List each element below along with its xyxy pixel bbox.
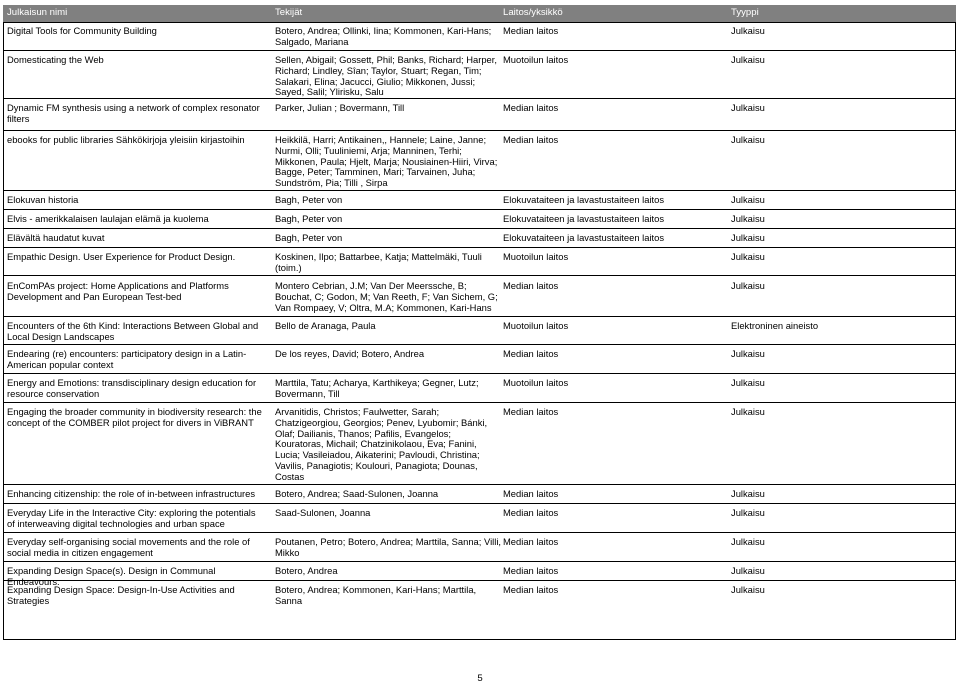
department-cell: Median laitos bbox=[503, 102, 559, 113]
authors-cell: Botero, Andrea; Saad-Sulonen, Joanna bbox=[275, 488, 439, 499]
publication-name: Expanding Design Space: Design-In-Use Activities and Strategies bbox=[7, 584, 235, 606]
type-cell: Julkaisu bbox=[731, 232, 765, 243]
type-cell: Elektroninen aineisto bbox=[731, 320, 819, 331]
department-cell: Median laitos bbox=[503, 507, 559, 518]
row-divider bbox=[3, 373, 956, 374]
department-cell: Median laitos bbox=[503, 348, 559, 359]
type-cell: Julkaisu bbox=[731, 488, 765, 499]
type-cell: Julkaisu bbox=[731, 584, 765, 595]
table-header bbox=[3, 5, 956, 22]
row-divider bbox=[3, 190, 956, 191]
type-cell: Julkaisu bbox=[731, 194, 765, 205]
row-divider bbox=[3, 561, 956, 562]
department-cell: Median laitos bbox=[503, 488, 559, 499]
row-divider bbox=[3, 344, 956, 345]
publication-name: Engaging the broader community in biodiversity research: the concept of the COMBER pilot project for divers in ViBRANT bbox=[7, 406, 262, 428]
department-cell: Elokuvataiteen ja lavastustaiteen laitos bbox=[503, 232, 665, 243]
publication-name: EnComPAs project: Home Applications and Platforms Development and Pan European Test-bed bbox=[7, 280, 229, 302]
publication-name: Energy and Emotions: transdisciplinary design education for resource conservation bbox=[7, 377, 257, 399]
authors-cell: Montero Cebrian, J.M; Van Der Meerssche, B; Bouchat, C; Godon, M; Van Reeth, F; Van Sichem, G; Van Rompaey, V; Oltra, M.A; Kommonen, Kari-Hans bbox=[275, 280, 498, 313]
header-authors: Tekijät bbox=[275, 7, 303, 18]
authors-cell: Heikkilä, Harri; Antikainen,, Hannele; Laine, Janne; Nurmi, Olli; Tuuliniemi, Arja; Manninen, Terhi; Mikkonen, Paula; Hjelt, Marja; Nousiainen-Hiiri, Virva; Bagge, Peter; Tamminen, Mari; Tarvainen, Juha; Sundström, Pia; Tilli , Sirpa bbox=[275, 134, 498, 189]
authors-cell: Bagh, Peter von bbox=[275, 213, 343, 224]
department-cell: Muotoilun laitos bbox=[503, 377, 569, 388]
type-cell: Julkaisu bbox=[731, 102, 765, 113]
type-cell: Julkaisu bbox=[731, 507, 765, 518]
publication-name: Elokuvan historia bbox=[7, 194, 79, 205]
publication-name: Enhancing citizenship: the role of in-between infrastructures bbox=[7, 488, 256, 499]
department-cell: Median laitos bbox=[503, 584, 559, 595]
publication-name: Everyday self-organising social movements and the role of social media in citizen engagement bbox=[7, 536, 250, 558]
authors-cell: Botero, Andrea; Kommonen, Kari-Hans; Marttila, Sanna bbox=[275, 584, 477, 606]
authors-cell: Saad-Sulonen, Joanna bbox=[275, 507, 371, 518]
row-divider bbox=[3, 209, 956, 210]
type-cell: Julkaisu bbox=[731, 377, 765, 388]
row-divider bbox=[3, 532, 956, 533]
publication-name: Elvis - amerikkalaisen laulajan elämä ja kuolema bbox=[7, 213, 209, 224]
authors-cell: Parker, Julian ; Bovermann, Till bbox=[275, 102, 405, 113]
department-cell: Median laitos bbox=[503, 134, 559, 145]
department-cell: Elokuvataiteen ja lavastustaiteen laitos bbox=[503, 213, 665, 224]
department-cell: Elokuvataiteen ja lavastustaiteen laitos bbox=[503, 194, 665, 205]
publication-name: Domesticating the Web bbox=[7, 54, 104, 65]
department-cell: Muotoilun laitos bbox=[503, 320, 569, 331]
department-cell: Median laitos bbox=[503, 406, 559, 417]
page-number: 5 bbox=[477, 673, 483, 684]
authors-cell: Botero, Andrea; Ollinki, Iina; Kommonen, Kari-Hans; Salgado, Mariana bbox=[275, 25, 492, 47]
publication-name: Digital Tools for Community Building bbox=[7, 25, 157, 36]
type-cell: Julkaisu bbox=[731, 280, 765, 291]
publication-name: Dynamic FM synthesis using a network of complex resonator filters bbox=[7, 102, 260, 124]
row-divider bbox=[3, 228, 956, 229]
publication-name: Elävältä haudatut kuvat bbox=[7, 232, 105, 243]
authors-cell: Marttila, Tatu; Acharya, Karthikeya; Gegner, Lutz; Bovermann, Till bbox=[275, 377, 479, 399]
authors-cell: Bagh, Peter von bbox=[275, 232, 343, 243]
type-cell: Julkaisu bbox=[731, 348, 765, 359]
row-divider bbox=[3, 275, 956, 276]
row-divider bbox=[3, 503, 956, 504]
type-cell: Julkaisu bbox=[731, 565, 765, 576]
department-cell: Muotoilun laitos bbox=[503, 54, 569, 65]
publication-name: Empathic Design. User Experience for Product Design. bbox=[7, 251, 236, 262]
publication-name: Encounters of the 6th Kind: Interactions Between Global and Local Design Landscapes bbox=[7, 320, 259, 342]
department-cell: Muotoilun laitos bbox=[503, 251, 569, 262]
authors-cell: Sellen, Abigail; Gossett, Phil; Banks, Richard; Harper, Richard; Lindley, Sîan; Taylor, Stuart; Regan, Tim; Salakari, Elina; Jacucci, Giulio; Mikkonen, Jussi; Sayed, Salil; Ylirisku, Salu bbox=[275, 54, 497, 98]
row-divider bbox=[3, 484, 956, 485]
department-cell: Median laitos bbox=[503, 280, 559, 291]
publication-name: Expanding Design Space(s). Design in Communal Endeavours. bbox=[7, 565, 216, 587]
row-divider bbox=[3, 50, 956, 51]
header-dept: Laitos/yksikkö bbox=[503, 7, 563, 18]
department-cell: Median laitos bbox=[503, 536, 559, 547]
publication-name: Endearing (re) encounters: participatory design in a Latin-American popular context bbox=[7, 348, 247, 370]
type-cell: Julkaisu bbox=[731, 134, 765, 145]
authors-cell: Bello de Aranaga, Paula bbox=[275, 320, 376, 331]
header-name: Julkaisun nimi bbox=[7, 7, 68, 18]
type-cell: Julkaisu bbox=[731, 213, 765, 224]
authors-cell: Arvanitidis, Christos; Faulwetter, Sarah; Chatzigeorgiou, Georgios; Penev, Lyubomir; Bánki, Olaf; Dailianis, Thanos; Pafilis, Evangelos; Kouratoras, Michail; Chatzinikolaou, Eva; Fanini, Lucia; Vasileiadou, Aikaterini; Pavloudi, Christina; Vavilis, Panagiotis; Koulouri, Panagiota; Dounas, Costas bbox=[275, 406, 488, 482]
authors-cell: De los reyes, David; Botero, Andrea bbox=[275, 348, 425, 359]
authors-cell: Botero, Andrea bbox=[275, 565, 338, 576]
publication-name: ebooks for public libraries Sähkökirjoja yleisiin kirjastoihin bbox=[7, 134, 245, 145]
row-divider bbox=[3, 247, 956, 248]
row-divider bbox=[3, 316, 956, 317]
authors-cell: Poutanen, Petro; Botero, Andrea; Marttila, Sanna; Villi, Mikko bbox=[275, 536, 502, 558]
type-cell: Julkaisu bbox=[731, 406, 765, 417]
authors-cell: Koskinen, Ilpo; Battarbee, Katja; Mattelmäki, Tuuli (toim.) bbox=[275, 251, 482, 273]
authors-cell: Bagh, Peter von bbox=[275, 194, 343, 205]
row-divider bbox=[3, 402, 956, 403]
type-cell: Julkaisu bbox=[731, 251, 765, 262]
publication-name: Everyday Life in the Interactive City: exploring the potentials of interweaving digital technologies and urban space bbox=[7, 507, 256, 529]
header-type: Tyyppi bbox=[731, 7, 759, 18]
row-divider bbox=[3, 130, 956, 131]
type-cell: Julkaisu bbox=[731, 54, 765, 65]
department-cell: Median laitos bbox=[503, 25, 559, 36]
type-cell: Julkaisu bbox=[731, 25, 765, 36]
type-cell: Julkaisu bbox=[731, 536, 765, 547]
department-cell: Median laitos bbox=[503, 565, 559, 576]
